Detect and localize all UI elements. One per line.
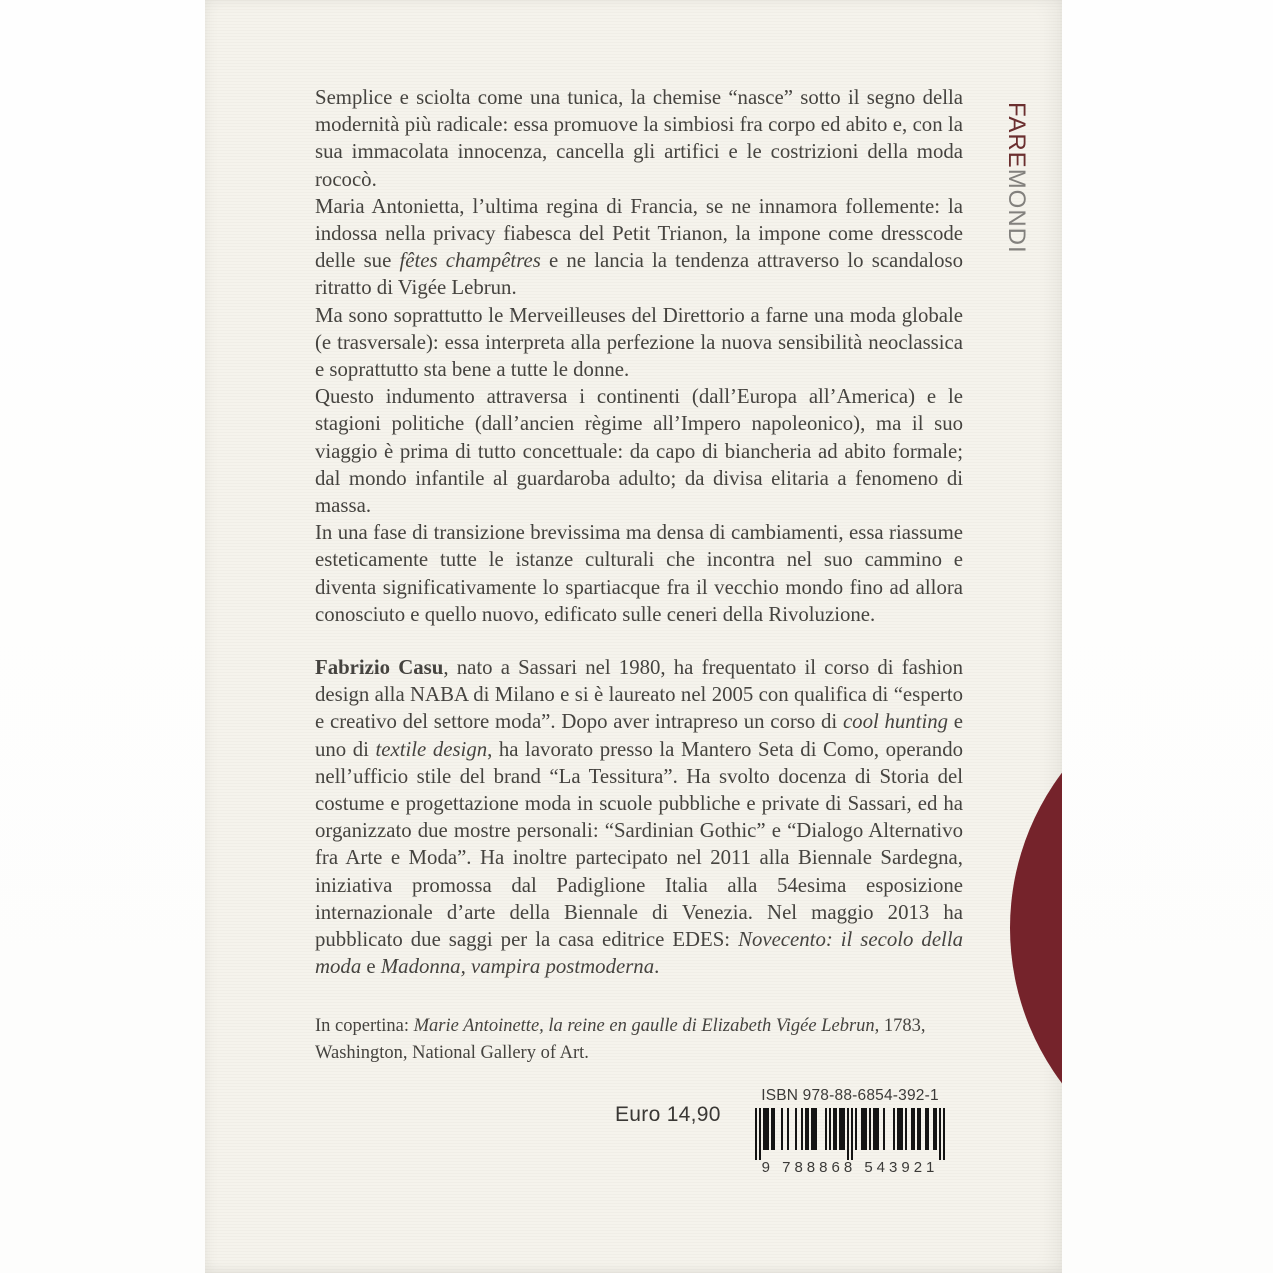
- price-isbn-row: [315, 1087, 963, 1197]
- isbn-label: ISBN 978-88-6854-392-1: [761, 1086, 939, 1104]
- publisher-series-label: [1002, 102, 1030, 254]
- price-label: Euro 14,90: [615, 1102, 721, 1126]
- series-label-secondary: MONDI: [1003, 168, 1030, 254]
- isbn-block: [745, 1087, 955, 1176]
- brand-circle-decoration: [1010, 670, 1062, 1186]
- author-bio: Fabrizio Casu, nato a Sassari nel 1980, ha frequentato il corso di fashion design alla NABA di Milano e si è laureato nel 2005 con qualifica di “esperto e creativo del settore moda”. Dopo aver intrapreso un corso di cool hunting e uno di textile design, ha lavorato presso la Mantero Seta di Como, operando nell’ufficio stile del brand “La Tessitura”. Ha svolto docenza di Storia del costume e progettazione moda in scuole pubbliche e private di Sassari, ed ha organizzato due mostre personali: “Sardinian Gothic” e “Dialogo Alternativo fra Arte e Moda”. Ha inoltre partecipato nel 2011 alla Biennale Sardegna, iniziativa promossa dal Padiglione Italia alla 54esima esposizione internazionale d’arte della Biennale di Venezia. Nel maggio 2013 ha pubblicato due saggi per la casa editrice EDES: Novecento: il secolo della moda e Madonna, vampira postmoderna.: [315, 656, 963, 979]
- cover-text-column: [315, 0, 963, 1197]
- book-back-cover: [205, 0, 1062, 1273]
- synopsis-text: Semplice e sciolta come una tunica, la chemise “nasce” sotto il segno della modernità più radicale: essa promuove la simbiosi fra corpo ed abito e, con la sua immacolata innocenza, cancella gli artifici e le costrizioni della moda rococò. Maria Antonietta, l’ultima regina di Francia, se ne innamora follemente: la indossa nella privacy fiabesca del Petit Trianon, la impone come dresscode delle sue fêtes champêtres e ne lancia la tendenza attraverso lo scandaloso ritratto di Vigée Lebrun. Ma sono soprattutto le Merveilleuses del Direttorio a farne una moda globale (e trasversale): essa interpreta alla perfezione la nuova sensibilità neoclassica e soprattutto sta bene a tutte le donne. Questo indumento attraversa i continenti (dall’Europa all’America) e le stagioni politiche (dall’ancien règime all’Impero napoleonico), ma il suo viaggio è prima di tutto concettuale: da capo di biancheria ad abito formale; dal mondo infantile al guardaroba adulto; da divisa elitaria a fenomeno di massa. In una fase di transizione brevissima ma densa di cambiamenti, essa riassume esteticamente tutte le istanze culturali che incontra nel suo cammino e diventa significativamente lo spartiacque fra il vecchio mondo fino ad allora conosciuto e quello nuovo, edificato sulle ceneri della Rivoluzione.: [315, 86, 963, 626]
- cover-credit: In copertina: Marie Antoinette, la reine en gaulle di Elizabeth Vigée Lebrun, 1783, Washington, National Gallery of Art.: [315, 1015, 926, 1063]
- barcode-digits: 9 788868 543921: [761, 1158, 939, 1176]
- series-label-primary: FARE: [1003, 102, 1030, 169]
- barcode: [755, 1108, 945, 1160]
